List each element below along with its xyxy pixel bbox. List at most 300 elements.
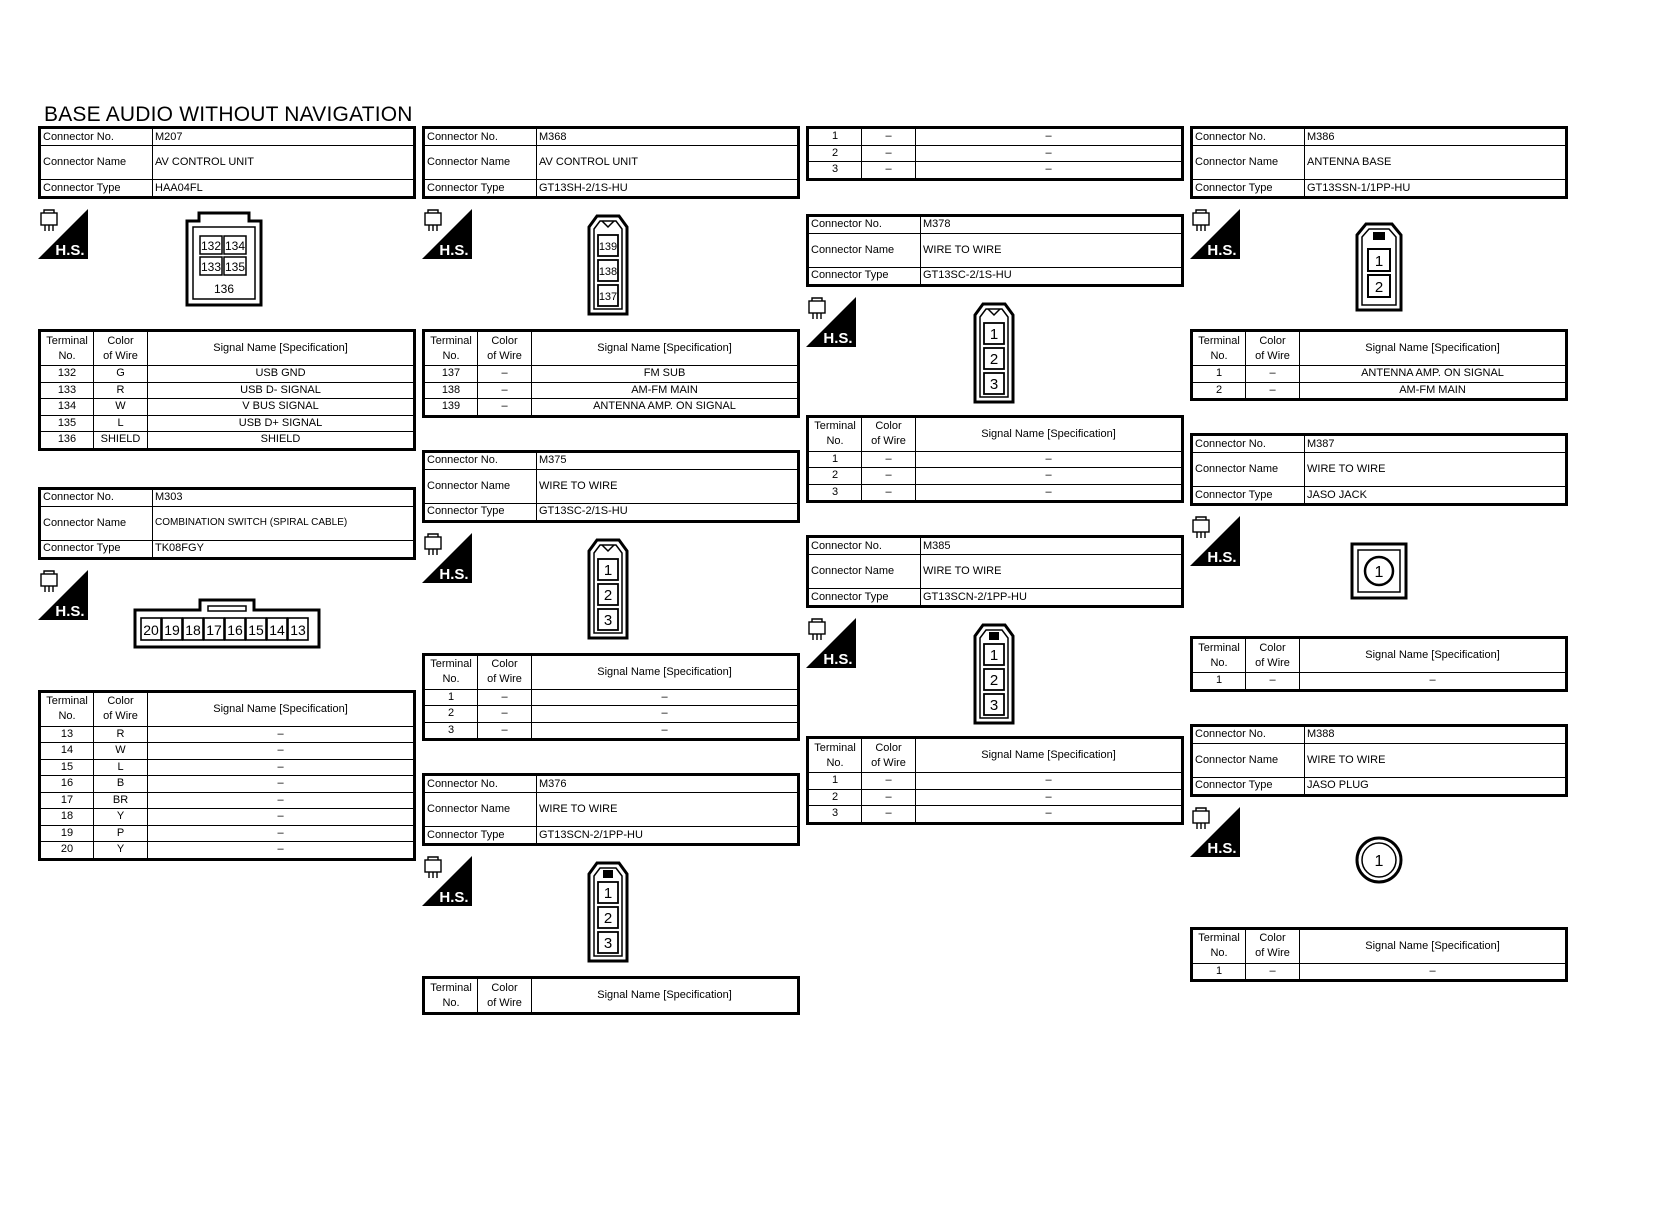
- connector-block: [1190, 724, 1568, 983]
- label: Connector Type: [40, 540, 153, 558]
- label: Connector No.: [424, 128, 537, 146]
- connector-block: [806, 126, 1184, 181]
- label: Connector Name: [424, 469, 537, 503]
- signal-name: –: [916, 128, 1183, 146]
- terminal-no: 2: [808, 789, 862, 806]
- diagram-area: [1190, 506, 1568, 636]
- table-row: [40, 792, 415, 809]
- table-row: [40, 825, 415, 842]
- table-row: [1192, 366, 1567, 383]
- pin-label: 2: [603, 910, 613, 927]
- signal-name: V BUS SIGNAL: [148, 399, 415, 416]
- table-row: [40, 759, 415, 776]
- diagram-area: [806, 608, 1184, 736]
- wire-color: –: [478, 722, 532, 740]
- signal-name: –: [148, 825, 415, 842]
- wire-color: –: [862, 451, 916, 468]
- wire-color: –: [862, 145, 916, 162]
- hs-label: H.S.: [55, 602, 85, 620]
- connector-type: GT13SCN-2/1PP-HU: [537, 827, 799, 845]
- pin-label: 20: [143, 621, 159, 638]
- pin-label: 1: [989, 647, 999, 664]
- connector-name: ANTENNA BASE: [1305, 146, 1567, 180]
- table-row: [40, 382, 415, 399]
- column-2: [422, 126, 800, 1015]
- terminal-no: 138: [424, 382, 478, 399]
- connector-face-diagram: [586, 860, 630, 964]
- terminal-no: 134: [40, 399, 94, 416]
- pin-label: 3: [989, 697, 999, 714]
- terminal-no: 3: [808, 484, 862, 502]
- wire-color: –: [1246, 366, 1300, 383]
- label: Connector No.: [40, 488, 153, 506]
- terminal-table: [1190, 636, 1568, 692]
- terminal-table: [38, 329, 416, 451]
- wire-color: L: [94, 415, 148, 432]
- connector-block: [38, 487, 416, 861]
- connector-type: TK08FGY: [153, 540, 415, 558]
- pin-label: 13: [290, 621, 306, 638]
- label: Connector Type: [424, 503, 537, 521]
- terminal-no: 2: [424, 706, 478, 723]
- label: Connector Name: [808, 555, 921, 589]
- color-of-wire-header: Color of Wire: [478, 654, 532, 689]
- table-row: [424, 689, 799, 706]
- hs-label: H.S.: [1207, 839, 1237, 857]
- table-row: [424, 366, 799, 383]
- terminal-no: 136: [40, 432, 94, 450]
- column-1: [38, 126, 416, 861]
- pin-label: 19: [164, 621, 180, 638]
- wire-color: W: [94, 743, 148, 760]
- connector-no: M385: [921, 537, 1183, 555]
- signal-name-header: Signal Name [Specification]: [1300, 638, 1567, 673]
- connector-face-diagram: [972, 301, 1016, 405]
- diagram-area: [806, 287, 1184, 415]
- connector-name: AV CONTROL UNIT: [153, 146, 415, 180]
- color-of-wire-header: Color of Wire: [94, 331, 148, 366]
- harness-side-icon: [38, 570, 88, 620]
- terminal-no: 1: [1192, 673, 1246, 691]
- signal-name-header: Signal Name [Specification]: [148, 691, 415, 726]
- connector-type: HAA04FL: [153, 180, 415, 198]
- signal-name: –: [148, 842, 415, 860]
- signal-name: –: [148, 809, 415, 826]
- harness-side-icon: [422, 533, 472, 583]
- signal-name: AM-FM MAIN: [1300, 382, 1567, 400]
- terminal-table: [1190, 927, 1568, 983]
- signal-name: USB GND: [148, 366, 415, 383]
- terminal-no: 14: [40, 743, 94, 760]
- signal-name: FM SUB: [532, 366, 799, 383]
- terminal-no: 3: [424, 722, 478, 740]
- table-row: [808, 484, 1183, 502]
- connector-face-diagram: [586, 213, 630, 317]
- harness-side-icon: [1190, 807, 1240, 857]
- hs-label: H.S.: [1207, 242, 1237, 259]
- signal-name-header: Signal Name [Specification]: [1300, 928, 1567, 963]
- page-title: BASE AUDIO WITHOUT NAVIGATION: [44, 103, 413, 126]
- table-row: [1192, 673, 1567, 691]
- terminal-no: 132: [40, 366, 94, 383]
- signal-name: –: [148, 743, 415, 760]
- connector-name: WIRE TO WIRE: [537, 793, 799, 827]
- pin-label: 1: [603, 561, 613, 579]
- table-row: [40, 776, 415, 793]
- wire-color: –: [862, 484, 916, 502]
- pin-label: 14: [269, 621, 285, 638]
- label: Connector Type: [808, 589, 921, 607]
- wire-color: –: [862, 806, 916, 824]
- connector-no: M386: [1305, 128, 1567, 146]
- pin-label: 18: [185, 621, 201, 638]
- signal-name: –: [916, 806, 1183, 824]
- signal-name-header: Signal Name [Specification]: [148, 331, 415, 366]
- pin-label: 132: [200, 239, 222, 253]
- pin-label: 15: [248, 621, 264, 638]
- wire-color: R: [94, 726, 148, 743]
- connector-header: [806, 535, 1184, 608]
- label: Connector Type: [424, 180, 537, 198]
- wire-color: B: [94, 776, 148, 793]
- signal-name: –: [916, 484, 1183, 502]
- wire-color: –: [862, 468, 916, 485]
- label: Connector Name: [1192, 453, 1305, 487]
- wire-color: –: [862, 773, 916, 790]
- terminal-no: 3: [808, 162, 862, 180]
- table-row: [1192, 963, 1567, 981]
- label: Connector Name: [424, 146, 537, 180]
- terminal-table: [38, 690, 416, 861]
- pin-label: 1: [1374, 253, 1384, 270]
- connector-type: GT13SCN-2/1PP-HU: [921, 589, 1183, 607]
- wire-color: Y: [94, 842, 148, 860]
- wire-color: –: [1246, 963, 1300, 981]
- terminal-no: 20: [40, 842, 94, 860]
- signal-name: USB D- SIGNAL: [148, 382, 415, 399]
- label: Connector No.: [424, 451, 537, 469]
- hs-label: H.S.: [439, 565, 469, 583]
- connector-block: [38, 126, 416, 451]
- label: Connector Name: [40, 146, 153, 180]
- terminal-no: 133: [40, 382, 94, 399]
- pin-label: 136: [213, 282, 235, 296]
- connector-no: M387: [1305, 435, 1567, 453]
- connector-header: [1190, 433, 1568, 506]
- terminal-no: 16: [40, 776, 94, 793]
- connector-no: M368: [537, 128, 799, 146]
- connector-name: AV CONTROL UNIT: [537, 146, 799, 180]
- connector-header: [1190, 126, 1568, 199]
- hs-label: H.S.: [439, 242, 469, 259]
- connector-no: M375: [537, 451, 799, 469]
- pin-label: 17: [206, 621, 222, 638]
- table-row: [808, 145, 1183, 162]
- harness-side-icon: [422, 856, 472, 906]
- pin-label: 16: [227, 621, 243, 638]
- column-3: [806, 126, 1184, 825]
- hs-label: H.S.: [823, 651, 853, 668]
- wire-color: BR: [94, 792, 148, 809]
- connector-type: JASO JACK: [1305, 487, 1567, 505]
- table-row: [808, 773, 1183, 790]
- hs-label: H.S.: [823, 329, 853, 347]
- table-row: [40, 399, 415, 416]
- terminal-no: 135: [40, 415, 94, 432]
- connector-block: [422, 773, 800, 1015]
- connector-type: JASO PLUG: [1305, 777, 1567, 795]
- terminal-table: [806, 126, 1184, 181]
- wire-color: R: [94, 382, 148, 399]
- wire-color: –: [478, 399, 532, 417]
- terminal-no: 1: [808, 451, 862, 468]
- connector-block: [806, 535, 1184, 825]
- pin-label: 1: [989, 325, 999, 343]
- connector-block: [1190, 433, 1568, 692]
- table-row: [808, 162, 1183, 180]
- table-row: [40, 809, 415, 826]
- signal-name: –: [532, 706, 799, 723]
- wire-color: –: [862, 128, 916, 146]
- label: Connector Name: [808, 233, 921, 267]
- connector-face-diagram: [1354, 221, 1404, 313]
- label: Connector No.: [40, 128, 153, 146]
- table-row: [808, 789, 1183, 806]
- table-row: [808, 451, 1183, 468]
- connector-no: M378: [921, 215, 1183, 233]
- wire-color: –: [478, 706, 532, 723]
- connector-header: [806, 214, 1184, 287]
- terminal-no-header: Terminal No.: [1192, 638, 1246, 673]
- connector-no: M388: [1305, 725, 1567, 743]
- wire-color: –: [478, 366, 532, 383]
- signal-name-header: Signal Name [Specification]: [532, 978, 799, 1014]
- connector-header: [1190, 724, 1568, 797]
- connector-header: [422, 126, 800, 199]
- hs-label: H.S.: [55, 242, 85, 259]
- connector-no: M207: [153, 128, 415, 146]
- label: Connector No.: [808, 537, 921, 555]
- pin-label: 3: [989, 375, 999, 393]
- connector-type: GT13SSN-1/1PP-HU: [1305, 180, 1567, 198]
- signal-name: –: [532, 689, 799, 706]
- terminal-no: 13: [40, 726, 94, 743]
- pin-label: 2: [1374, 279, 1384, 296]
- terminal-no-header: Terminal No.: [808, 738, 862, 773]
- terminal-no: 2: [808, 145, 862, 162]
- pin-label: 2: [989, 672, 999, 689]
- label: Connector Type: [1192, 180, 1305, 198]
- terminal-no-header: Terminal No.: [40, 331, 94, 366]
- terminal-table: [422, 653, 800, 742]
- pin-label: 2: [989, 350, 999, 368]
- terminal-no: 17: [40, 792, 94, 809]
- label: Connector Type: [1192, 777, 1305, 795]
- table-row: [40, 726, 415, 743]
- wire-color: –: [862, 162, 916, 180]
- terminal-no-header: Terminal No.: [424, 654, 478, 689]
- table-row: [40, 366, 415, 383]
- connector-face-diagram: [1350, 542, 1408, 600]
- table-row: [40, 432, 415, 450]
- connector-name: WIRE TO WIRE: [1305, 743, 1567, 777]
- connector-header: [422, 450, 800, 523]
- terminal-no: 19: [40, 825, 94, 842]
- terminal-no: 3: [808, 806, 862, 824]
- connector-header: [38, 487, 416, 560]
- table-row: [424, 706, 799, 723]
- table-row: [808, 468, 1183, 485]
- hs-label: H.S.: [439, 889, 469, 906]
- label: Connector Type: [1192, 487, 1305, 505]
- connector-name: WIRE TO WIRE: [921, 555, 1183, 589]
- harness-side-icon: [806, 618, 856, 668]
- table-row: [424, 722, 799, 740]
- harness-side-icon: [422, 209, 472, 259]
- terminal-no-header: Terminal No.: [1192, 928, 1246, 963]
- signal-name: SHIELD: [148, 432, 415, 450]
- pin-label: 1: [603, 885, 613, 902]
- connector-no: M376: [537, 775, 799, 793]
- pin-label: 3: [603, 611, 613, 629]
- label: Connector No.: [1192, 435, 1305, 453]
- terminal-table: [1190, 329, 1568, 401]
- table-row: [808, 806, 1183, 824]
- signal-name: –: [148, 726, 415, 743]
- wire-color: –: [478, 689, 532, 706]
- wire-color: SHIELD: [94, 432, 148, 450]
- label: Connector No.: [1192, 128, 1305, 146]
- signal-name: ANTENNA AMP. ON SIGNAL: [532, 399, 799, 417]
- signal-name: –: [916, 468, 1183, 485]
- diagram-area: [422, 523, 800, 653]
- terminal-no: 15: [40, 759, 94, 776]
- connector-face-diagram: [586, 537, 630, 641]
- label: Connector Type: [40, 180, 153, 198]
- color-of-wire-header: Color of Wire: [1246, 331, 1300, 366]
- label: Connector Name: [1192, 146, 1305, 180]
- pin-label: 138: [598, 266, 618, 278]
- connector-face-diagram: [1354, 835, 1404, 885]
- table-row: [40, 743, 415, 760]
- signal-name: –: [1300, 673, 1567, 691]
- signal-name: ANTENNA AMP. ON SIGNAL: [1300, 366, 1567, 383]
- diagram-area: [1190, 199, 1568, 329]
- terminal-no: 1: [808, 128, 862, 146]
- column-4: [1190, 126, 1568, 982]
- connector-face-diagram: [132, 596, 322, 650]
- connector-block: [1190, 126, 1568, 401]
- signal-name: –: [148, 759, 415, 776]
- label: Connector No.: [1192, 725, 1305, 743]
- label: Connector Name: [1192, 743, 1305, 777]
- color-of-wire-header: Color of Wire: [862, 416, 916, 451]
- color-of-wire-header: Color of Wire: [478, 978, 532, 1014]
- terminal-no: 18: [40, 809, 94, 826]
- connector-block: [806, 214, 1184, 504]
- signal-name-header: Signal Name [Specification]: [916, 416, 1183, 451]
- color-of-wire-header: Color of Wire: [1246, 928, 1300, 963]
- color-of-wire-header: Color of Wire: [1246, 638, 1300, 673]
- connector-header: [422, 773, 800, 846]
- signal-name: –: [916, 162, 1183, 180]
- color-of-wire-header: Color of Wire: [94, 691, 148, 726]
- table-row: [40, 415, 415, 432]
- label: Connector Type: [808, 267, 921, 285]
- diagram-area: [38, 199, 416, 329]
- signal-name: –: [148, 776, 415, 793]
- connector-type: GT13SH-2/1S-HU: [537, 180, 799, 198]
- terminal-no-header: Terminal No.: [1192, 331, 1246, 366]
- wire-color: G: [94, 366, 148, 383]
- terminal-no-header: Terminal No.: [808, 416, 862, 451]
- wire-color: –: [1246, 673, 1300, 691]
- terminal-no: 137: [424, 366, 478, 383]
- table-row: [1192, 382, 1567, 400]
- pin-label: 139: [598, 241, 618, 253]
- harness-side-icon: [1190, 516, 1240, 566]
- signal-name: –: [916, 773, 1183, 790]
- terminal-no: 139: [424, 399, 478, 417]
- pin-label: 134: [224, 239, 246, 253]
- wire-color: P: [94, 825, 148, 842]
- pin-label: 135: [224, 260, 246, 274]
- signal-name-header: Signal Name [Specification]: [1300, 331, 1567, 366]
- pin-label: 1: [1374, 852, 1384, 870]
- signal-name: –: [916, 145, 1183, 162]
- table-row: [40, 842, 415, 860]
- signal-name: –: [1300, 963, 1567, 981]
- signal-name: –: [148, 792, 415, 809]
- harness-side-icon: [38, 209, 88, 259]
- pin-label: 1: [1374, 564, 1384, 581]
- pin-label: 3: [603, 935, 613, 952]
- table-row: [424, 382, 799, 399]
- diagram-area: [1190, 797, 1568, 927]
- pin-label: 137: [598, 291, 618, 303]
- connector-name: COMBINATION SWITCH (SPIRAL CABLE): [153, 506, 415, 540]
- label: Connector Type: [424, 827, 537, 845]
- label: Connector Name: [40, 506, 153, 540]
- signal-name: USB D+ SIGNAL: [148, 415, 415, 432]
- connector-no: M303: [153, 488, 415, 506]
- label: Connector No.: [808, 215, 921, 233]
- terminal-no-header: Terminal No.: [424, 978, 478, 1014]
- terminal-no: 1: [808, 773, 862, 790]
- label: Connector Name: [424, 793, 537, 827]
- wire-color: –: [478, 382, 532, 399]
- connector-header: [38, 126, 416, 199]
- harness-side-icon: [806, 297, 856, 347]
- color-of-wire-header: Color of Wire: [478, 331, 532, 366]
- hs-label: H.S.: [1207, 549, 1237, 566]
- terminal-table: [806, 415, 1184, 504]
- pin-label: 133: [200, 260, 222, 274]
- signal-name: AM-FM MAIN: [532, 382, 799, 399]
- diagram-area: [422, 199, 800, 329]
- pin-label: 2: [603, 586, 613, 604]
- table-row: [808, 128, 1183, 146]
- connector-name: WIRE TO WIRE: [921, 233, 1183, 267]
- signal-name: –: [532, 722, 799, 740]
- signal-name: –: [916, 789, 1183, 806]
- wire-color: Y: [94, 809, 148, 826]
- connector-name: WIRE TO WIRE: [537, 469, 799, 503]
- signal-name-header: Signal Name [Specification]: [532, 654, 799, 689]
- terminal-no: 1: [1192, 366, 1246, 383]
- connector-type: GT13SC-2/1S-HU: [537, 503, 799, 521]
- color-of-wire-header: Color of Wire: [862, 738, 916, 773]
